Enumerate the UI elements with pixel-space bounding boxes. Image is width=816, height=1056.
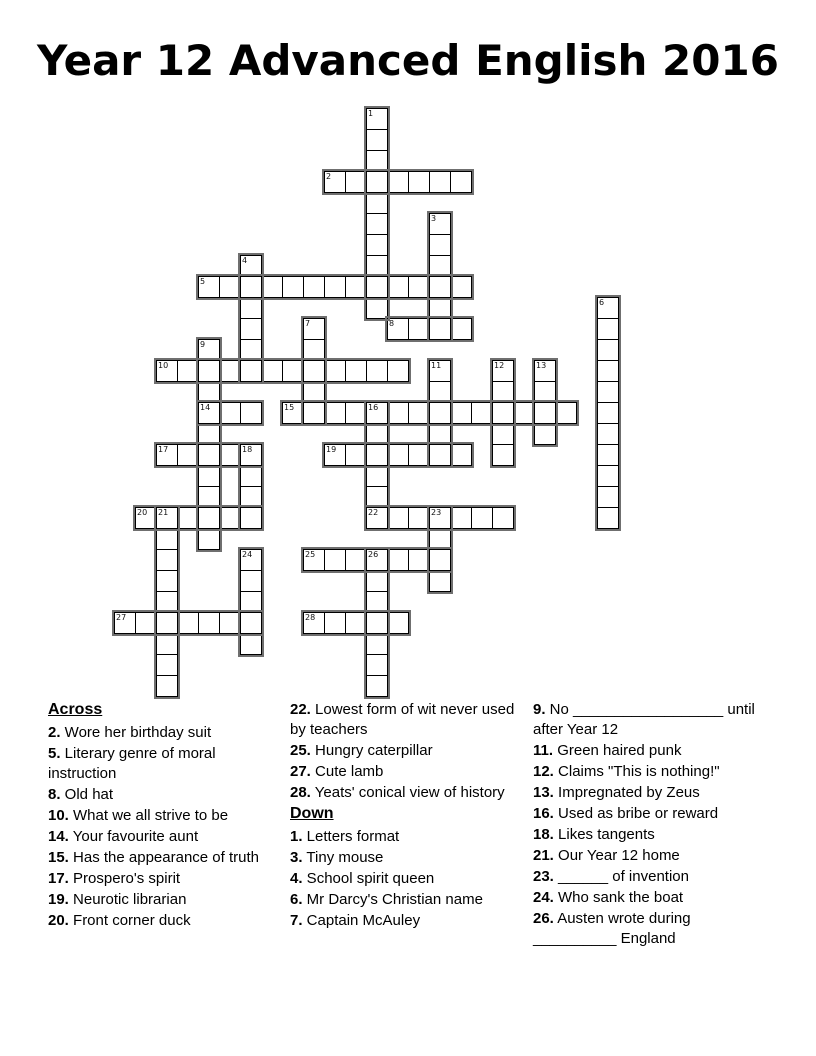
grid-cell[interactable] (366, 402, 388, 424)
grid-cell[interactable] (387, 507, 409, 529)
grid-cell[interactable] (177, 360, 199, 382)
grid-cell[interactable] (450, 507, 472, 529)
clue-number-label: 26. (533, 910, 554, 927)
clue-text: Cute lamb (310, 763, 384, 780)
cell-number-10: 10 (158, 361, 169, 370)
grid-cell[interactable] (366, 633, 388, 655)
grid-cell[interactable] (366, 234, 388, 256)
clue-number-label: 13. (533, 784, 554, 801)
clue-text: Front corner duck (68, 912, 191, 929)
cell-number-16: 16 (368, 403, 379, 412)
clue-text: Yeats' conical view of history (310, 784, 505, 801)
grid-cell[interactable] (597, 297, 619, 319)
grid-cell[interactable] (429, 297, 451, 319)
grid-cell[interactable] (387, 549, 409, 571)
clue-number-label: 6. (290, 891, 303, 908)
grid-cell[interactable] (366, 255, 388, 277)
grid-cell[interactable] (366, 486, 388, 508)
grid-cell[interactable] (240, 549, 262, 571)
grid-cell[interactable] (429, 549, 451, 571)
grid-cell[interactable] (429, 507, 451, 529)
grid-cell[interactable] (240, 633, 262, 655)
grid-cell[interactable] (324, 171, 346, 193)
cell-number-14: 14 (200, 403, 211, 412)
clue-text: Likes tangents (553, 826, 655, 843)
grid-cell[interactable] (429, 213, 451, 235)
clue-text: Austen wrote during __________ England (533, 910, 691, 947)
grid-cell[interactable] (198, 402, 220, 424)
grid-cell[interactable] (408, 549, 430, 571)
clue-number-label: 7. (290, 912, 303, 929)
grid-cell[interactable] (597, 360, 619, 382)
grid-cell[interactable] (324, 444, 346, 466)
cell-number-23: 23 (431, 508, 442, 517)
grid-cell[interactable] (450, 318, 472, 340)
grid-cell[interactable] (366, 276, 388, 298)
clue-text: Letters format (302, 828, 400, 845)
grid-cell[interactable] (387, 402, 409, 424)
grid-cell[interactable] (240, 276, 262, 298)
clue-number-label: 10. (48, 807, 69, 824)
clue-27-across (290, 762, 528, 782)
clue-text: Your favourite aunt (68, 828, 199, 845)
clue-number-label: 20. (48, 912, 69, 929)
clue-14-across (48, 827, 286, 847)
grid-cell[interactable] (219, 612, 241, 634)
grid-cell[interactable] (366, 213, 388, 235)
clue-25-across (290, 741, 528, 761)
grid-cell[interactable] (429, 360, 451, 382)
grid-cell[interactable] (198, 276, 220, 298)
cell-number-6: 6 (599, 298, 605, 307)
clue-8-across (48, 785, 286, 805)
clue-number-label: 21. (533, 847, 554, 864)
clue-15-across (48, 848, 286, 868)
clue-4-down (290, 869, 528, 889)
grid-cell[interactable] (156, 633, 178, 655)
grid-cell[interactable] (198, 444, 220, 466)
grid-cell[interactable] (387, 612, 409, 634)
grid-cell[interactable] (429, 444, 451, 466)
grid-cell[interactable] (387, 171, 409, 193)
clue-text: Old hat (60, 786, 114, 803)
grid-cell[interactable] (324, 549, 346, 571)
clue-number-label: 8. (48, 786, 61, 803)
grid-cell[interactable] (408, 318, 430, 340)
cell-number-27: 27 (116, 613, 127, 622)
grid-cell[interactable] (492, 423, 514, 445)
grid-cell[interactable] (597, 339, 619, 361)
grid-cell[interactable] (450, 444, 472, 466)
grid-cell[interactable] (198, 423, 220, 445)
grid-cell[interactable] (345, 612, 367, 634)
grid-cell[interactable] (324, 612, 346, 634)
cell-number-21: 21 (158, 508, 169, 517)
grid-cell[interactable] (597, 423, 619, 445)
grid-cell[interactable] (156, 591, 178, 613)
cell-number-28: 28 (305, 613, 316, 622)
grid-cell[interactable] (156, 549, 178, 571)
cell-number-19: 19 (326, 445, 337, 454)
grid-cell[interactable] (240, 465, 262, 487)
grid-cell[interactable] (534, 360, 556, 382)
clue-number-label: 25. (290, 742, 311, 759)
grid-cell[interactable] (282, 402, 304, 424)
clue-24-down (533, 888, 771, 908)
grid-cell[interactable] (345, 276, 367, 298)
clue-text: Green haired punk (553, 742, 682, 759)
cell-number-13: 13 (536, 361, 547, 370)
clue-12-down (533, 762, 771, 782)
grid-cell[interactable] (366, 129, 388, 151)
grid-cell[interactable] (366, 171, 388, 193)
grid-cell[interactable] (387, 276, 409, 298)
grid-cell[interactable] (429, 381, 451, 403)
grid-cell[interactable] (366, 360, 388, 382)
clue-28-across (290, 783, 528, 803)
grid-cell[interactable] (429, 276, 451, 298)
cell-number-15: 15 (284, 403, 295, 412)
clue-17-across (48, 869, 286, 889)
grid-cell[interactable] (366, 150, 388, 172)
cell-number-26: 26 (368, 550, 379, 559)
grid-cell[interactable] (408, 276, 430, 298)
clue-column-across (48, 700, 286, 932)
grid-cell[interactable] (366, 444, 388, 466)
grid-cell[interactable] (534, 423, 556, 445)
cell-number-8: 8 (389, 319, 395, 328)
grid-cell[interactable] (324, 402, 346, 424)
clue-1-down (290, 827, 528, 847)
grid-cell[interactable] (261, 360, 283, 382)
grid-cell[interactable] (240, 570, 262, 592)
clue-2-across (48, 723, 286, 743)
grid-cell[interactable] (324, 276, 346, 298)
grid-cell[interactable] (597, 318, 619, 340)
grid-cell[interactable] (345, 549, 367, 571)
grid-cell[interactable] (156, 654, 178, 676)
grid-cell[interactable] (261, 276, 283, 298)
clue-text: No __________________ until after Year 12 (533, 701, 755, 738)
grid-cell[interactable] (156, 360, 178, 382)
grid-cell[interactable] (240, 255, 262, 277)
clue-26-down (533, 909, 771, 949)
grid-cell[interactable] (366, 423, 388, 445)
grid-cell[interactable] (198, 486, 220, 508)
grid-cell[interactable] (492, 360, 514, 382)
clue-10-across (48, 806, 286, 826)
clue-number-label: 9. (533, 701, 546, 718)
grid-cell[interactable] (219, 402, 241, 424)
clue-number-label: 24. (533, 889, 554, 906)
grid-cell[interactable] (597, 465, 619, 487)
grid-cell[interactable] (282, 360, 304, 382)
grid-cell[interactable] (387, 444, 409, 466)
cell-number-2: 2 (326, 172, 332, 181)
clue-19-across (48, 890, 286, 910)
grid-cell[interactable] (429, 318, 451, 340)
grid-cell[interactable] (198, 381, 220, 403)
clue-text: Lowest form of wit never used by teachers (290, 701, 515, 738)
grid-cell[interactable] (219, 276, 241, 298)
grid-cell[interactable] (156, 444, 178, 466)
clue-text: Impregnated by Zeus (553, 784, 700, 801)
clue-number-label: 17. (48, 870, 69, 887)
grid-cell[interactable] (597, 507, 619, 529)
clue-text: Who sank the boat (553, 889, 684, 906)
across-header: Across (48, 701, 103, 718)
clue-text: ______ of invention (553, 868, 689, 885)
clue-text: Claims "This is nothing!" (553, 763, 720, 780)
clue-text: Captain McAuley (302, 912, 421, 929)
grid-cell[interactable] (219, 360, 241, 382)
grid-cell[interactable] (156, 528, 178, 550)
clue-number-label: 23. (533, 868, 554, 885)
grid-cell[interactable] (303, 612, 325, 634)
grid-cell[interactable] (429, 171, 451, 193)
grid-cell[interactable] (156, 507, 178, 529)
grid-cell[interactable] (240, 486, 262, 508)
clue-text: Hungry caterpillar (310, 742, 433, 759)
clue-text: Used as bribe or reward (553, 805, 719, 822)
grid-cell[interactable] (240, 297, 262, 319)
grid-cell[interactable] (303, 402, 325, 424)
clue-7-down (290, 911, 528, 931)
grid-cell[interactable] (303, 381, 325, 403)
clue-18-down (533, 825, 771, 845)
clue-11-down (533, 741, 771, 761)
clue-number-label: 14. (48, 828, 69, 845)
clue-21-down (533, 846, 771, 866)
grid-cell[interactable] (429, 234, 451, 256)
grid-cell[interactable] (366, 465, 388, 487)
clue-text: Mr Darcy's Christian name (302, 891, 483, 908)
grid-cell[interactable] (408, 171, 430, 193)
clue-text: Tiny mouse (302, 849, 384, 866)
grid-cell[interactable] (366, 612, 388, 634)
grid-cell[interactable] (429, 423, 451, 445)
grid-cell[interactable] (198, 612, 220, 634)
clue-column-down (533, 700, 771, 950)
grid-cell[interactable] (492, 507, 514, 529)
grid-cell[interactable] (240, 339, 262, 361)
page-title: Year 12 Advanced English 2016 (37, 36, 779, 85)
clue-5-across (48, 744, 286, 784)
grid-cell[interactable] (366, 654, 388, 676)
cell-number-1: 1 (368, 109, 374, 118)
grid-cell[interactable] (156, 675, 178, 697)
grid-cell[interactable] (387, 360, 409, 382)
cell-number-17: 17 (158, 445, 169, 454)
grid-cell[interactable] (555, 402, 577, 424)
grid-cell[interactable] (198, 507, 220, 529)
grid-cell[interactable] (366, 108, 388, 130)
grid-cell[interactable] (303, 339, 325, 361)
clue-number-label: 22. (290, 701, 311, 718)
grid-cell[interactable] (303, 276, 325, 298)
down-header: Down (290, 805, 334, 822)
clue-number-label: 3. (290, 849, 303, 866)
grid-cell[interactable] (597, 486, 619, 508)
grid-cell[interactable] (345, 444, 367, 466)
cell-number-3: 3 (431, 214, 437, 223)
grid-cell[interactable] (303, 549, 325, 571)
cell-number-7: 7 (305, 319, 311, 328)
grid-cell[interactable] (240, 318, 262, 340)
grid-cell[interactable] (198, 528, 220, 550)
clue-text: Literary genre of moral instruction (48, 745, 216, 782)
grid-cell[interactable] (240, 360, 262, 382)
clue-23-down (533, 867, 771, 887)
grid-cell[interactable] (366, 549, 388, 571)
grid-cell[interactable] (303, 318, 325, 340)
grid-cell[interactable] (408, 444, 430, 466)
cell-number-20: 20 (137, 508, 148, 517)
grid-cell[interactable] (387, 318, 409, 340)
grid-cell[interactable] (534, 402, 556, 424)
grid-cell[interactable] (366, 591, 388, 613)
grid-cell[interactable] (345, 402, 367, 424)
clue-9-down (533, 700, 771, 740)
clue-text: Wore her birthday suit (60, 724, 212, 741)
clue-number-label: 19. (48, 891, 69, 908)
grid-cell[interactable] (114, 612, 136, 634)
grid-cell[interactable] (198, 339, 220, 361)
grid-cell[interactable] (429, 528, 451, 550)
grid-cell[interactable] (303, 360, 325, 382)
clue-number-label: 27. (290, 763, 311, 780)
clue-6-down (290, 890, 528, 910)
clue-number-label: 11. (533, 742, 554, 759)
clue-section (0, 700, 816, 1040)
grid-cell[interactable] (366, 675, 388, 697)
clue-number-label: 4. (290, 870, 303, 887)
cell-number-9: 9 (200, 340, 206, 349)
grid-cell[interactable] (282, 276, 304, 298)
grid-cell[interactable] (366, 507, 388, 529)
grid-cell[interactable] (240, 612, 262, 634)
clue-text: Neurotic librarian (68, 891, 187, 908)
clue-text: Prospero's spirit (68, 870, 181, 887)
grid-cell[interactable] (450, 276, 472, 298)
grid-cell[interactable] (324, 360, 346, 382)
cell-number-24: 24 (242, 550, 253, 559)
cell-number-4: 4 (242, 256, 248, 265)
clue-text: School spirit queen (302, 870, 435, 887)
grid-cell[interactable] (219, 507, 241, 529)
grid-cell[interactable] (471, 507, 493, 529)
grid-cell[interactable] (240, 444, 262, 466)
grid-cell[interactable] (492, 381, 514, 403)
grid-cell[interactable] (492, 402, 514, 424)
cell-number-18: 18 (242, 445, 253, 454)
grid-cell[interactable] (492, 444, 514, 466)
grid-cell[interactable] (135, 612, 157, 634)
clue-number-label: 2. (48, 724, 61, 741)
grid-cell[interactable] (597, 381, 619, 403)
cell-number-22: 22 (368, 508, 379, 517)
grid-cell[interactable] (534, 381, 556, 403)
clue-number-label: 12. (533, 763, 554, 780)
grid-cell[interactable] (408, 402, 430, 424)
grid-cell[interactable] (219, 444, 241, 466)
grid-cell[interactable] (429, 402, 451, 424)
clue-text: What we all strive to be (68, 807, 229, 824)
grid-cell[interactable] (366, 192, 388, 214)
clue-number-label: 15. (48, 849, 69, 866)
clue-16-down (533, 804, 771, 824)
grid-cell[interactable] (345, 171, 367, 193)
grid-cell[interactable] (177, 507, 199, 529)
clue-3-down (290, 848, 528, 868)
clue-number-label: 5. (48, 745, 61, 762)
clue-20-across (48, 911, 286, 931)
grid-cell[interactable] (177, 612, 199, 634)
grid-cell[interactable] (240, 507, 262, 529)
grid-cell[interactable] (156, 570, 178, 592)
grid-cell[interactable] (450, 402, 472, 424)
grid-cell[interactable] (198, 465, 220, 487)
grid-cell[interactable] (345, 360, 367, 382)
grid-cell[interactable] (177, 444, 199, 466)
cell-number-25: 25 (305, 550, 316, 559)
clue-22-across (290, 700, 528, 740)
clue-number-label: 28. (290, 784, 311, 801)
grid-cell[interactable] (240, 591, 262, 613)
clue-text: Has the appearance of truth (68, 849, 259, 866)
clue-text: Our Year 12 home (553, 847, 680, 864)
grid-cell[interactable] (198, 360, 220, 382)
grid-cell[interactable] (597, 444, 619, 466)
clue-number-label: 16. (533, 805, 554, 822)
grid-cell[interactable] (366, 570, 388, 592)
cell-number-11: 11 (431, 361, 442, 370)
clue-column-middle (290, 700, 528, 932)
clue-number-label: 18. (533, 826, 554, 843)
grid-cell[interactable] (429, 570, 451, 592)
clue-13-down (533, 783, 771, 803)
grid-cell[interactable] (429, 255, 451, 277)
grid-cell[interactable] (366, 297, 388, 319)
grid-cell[interactable] (135, 507, 157, 529)
cell-number-5: 5 (200, 277, 206, 286)
grid-cell[interactable] (450, 171, 472, 193)
grid-cell[interactable] (240, 402, 262, 424)
grid-cell[interactable] (471, 402, 493, 424)
cell-number-12: 12 (494, 361, 505, 370)
grid-cell[interactable] (156, 612, 178, 634)
grid-cell[interactable] (408, 507, 430, 529)
clue-number-label: 1. (290, 828, 303, 845)
grid-cell[interactable] (513, 402, 535, 424)
grid-cell[interactable] (597, 402, 619, 424)
